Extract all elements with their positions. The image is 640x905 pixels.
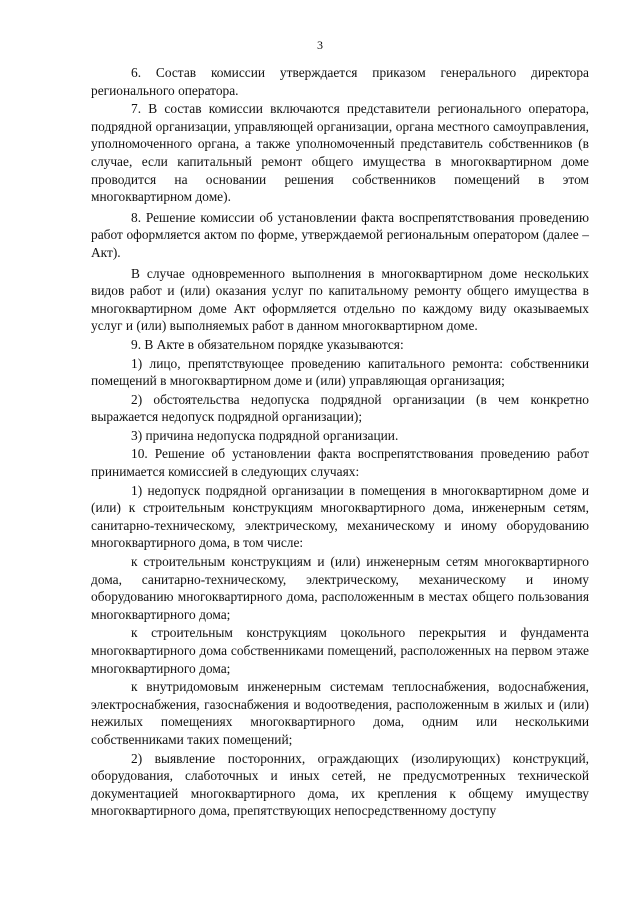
paragraph-9-item-2: 2) обстоятельства недопуска подрядной организации (в чем конкретно выражается недопуск подрядной организации);: [91, 391, 589, 425]
paragraph-6: 6. Состав комиссии утверждается приказом генерального директора регионального оператора.: [91, 65, 589, 98]
paragraph-10-subitem-c: к внутридомовым инженерным системам теплоснабжения, водоснабжения, электроснабжения, газоснабжения и водоотведения, расположенным в жилых и (или) нежилых помещениях многоквартирного дома, одним или несколькими собственниками таких помещений;: [91, 679, 589, 747]
paragraph-10: 10. Решение об установлении факта воспрепятствования проведению работ принимается комиссией в следующих случаях:: [91, 446, 589, 480]
page-number: 3: [317, 38, 323, 52]
paragraph-9: 9. В Акте в обязательном порядке указываются:: [131, 336, 404, 352]
paragraph-10-subitem-b: к строительным конструкциям цокольного перекрытия и фундамента многоквартирного дома собственниками помещений, расположенных на первом этаже многоквартирного дома;: [91, 625, 589, 676]
paragraph-9-item-3: 3) причина недопуска подрядной организации.: [131, 427, 399, 443]
paragraph-10-item-1: 1) недопуск подрядной организации в помещения в многоквартирном доме и (или) к строительным конструкциям многоквартирного дома, инженерным сетям, санитарно-техническому, электрическому, механическому и иному оборудованию многоквартирного дома, в том числе:: [91, 482, 589, 551]
paragraph-8: 8. Решение комиссии об установлении факта воспрепятствования проведению работ оформляется актом по форме, утверждаемой региональным оператором (далее – Акт).: [91, 209, 589, 260]
paragraph-10-item-2: 2) выявление посторонних, ограждающих (изолирующих) конструкций, оборудования, слаботочных и иных сетей, не предусмотренных технической документацией многоквартирного дома, их крепления к общему имуществу многоквартирного дома, препятствующих непосредственному доступу: [91, 750, 589, 819]
paragraph-10-subitem-a: к строительным конструкциям и (или) инженерным сетям многоквартирного дома, санитарно-техническому, электрическому, механическому и иному оборудованию многоквартирного дома, расположенным в местах общего пользования многоквартирного дома;: [91, 554, 589, 622]
paragraph-7: 7. В состав комиссии включаются представители регионального оператора, подрядной организации, управляющей организации, органа местного самоуправления, уполномоченного органа, а также уполномоченный представитель собственников (в случае, если капитальный ремонт общего имущества в многоквартирном доме проводится на основании решения собственников помещений в этом многоквартирном доме).: [91, 101, 589, 205]
document-body: [91, 64, 589, 821]
paragraph-9-item-1: 1) лицо, препятствующее проведению капитального ремонта: собственники помещений в многоквартирном доме и (или) управляющая организация;: [91, 355, 589, 389]
paragraph-8-note: В случае одновременного выполнения в многоквартирном доме нескольких видов работ и (или) оказания услуг по капитальному ремонту общего имущества в многоквартирном доме Акт оформляется отдельно по каждому виду оказываемых услуг и (или) выполняемых работ в данном многоквартирном доме.: [91, 265, 589, 334]
